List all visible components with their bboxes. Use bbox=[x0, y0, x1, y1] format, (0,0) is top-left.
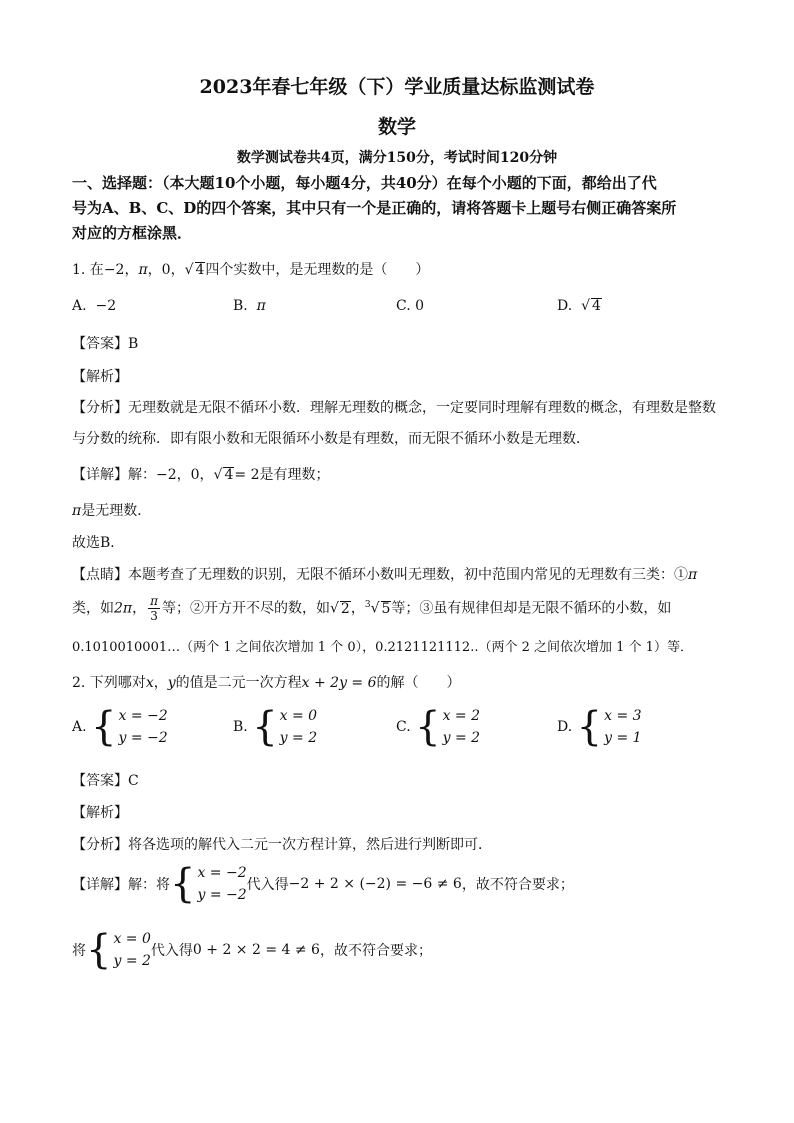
q1-comment-line1 bbox=[72, 564, 697, 584]
q1-option-c bbox=[396, 298, 424, 314]
detail-post: 是有理数； bbox=[259, 467, 330, 483]
q2-stem-pre: 2. 下列哪对 bbox=[72, 675, 146, 691]
system-row: x = 0 bbox=[113, 931, 151, 947]
q1-stem-post: 四个实数中，是无理数的是（ ） bbox=[205, 262, 430, 278]
option-label: C. bbox=[396, 298, 411, 314]
comment-sep: ， bbox=[350, 600, 365, 617]
detail-mid: 代入得 bbox=[150, 943, 193, 959]
system-brace bbox=[86, 928, 151, 972]
system-row: y = 2 bbox=[442, 730, 481, 746]
q1-sep: ， bbox=[170, 262, 185, 278]
detail-pre: 解：将 bbox=[128, 877, 170, 893]
cbrt-index: 3 bbox=[364, 599, 371, 610]
pi-over-3-fraction bbox=[148, 594, 160, 623]
q2-equation: x + 2y = 6 bbox=[301, 675, 377, 691]
q2-analysis bbox=[72, 834, 492, 854]
q2-option-c bbox=[396, 705, 480, 749]
q1-pi-line bbox=[72, 500, 151, 520]
q1-num4: 4 bbox=[195, 262, 205, 278]
system-row: y = 2 bbox=[113, 953, 151, 969]
brace-icon: { bbox=[91, 704, 117, 750]
q1-comment-line2 bbox=[72, 594, 671, 623]
system-row: x = 0 bbox=[279, 708, 318, 724]
option-value: 4 bbox=[592, 298, 601, 314]
option-label: A. bbox=[72, 719, 87, 735]
var-y: y bbox=[167, 675, 176, 691]
brace-icon: { bbox=[252, 704, 278, 750]
q1-choose: 故选B． bbox=[72, 535, 125, 551]
pi-symbol: π bbox=[688, 567, 698, 583]
option-value: −2 bbox=[95, 298, 117, 314]
q2-jiexi: 【解析】 bbox=[72, 805, 128, 821]
comment-text: 类，如 bbox=[72, 600, 114, 617]
option-label: B. bbox=[233, 719, 248, 735]
system-row: y = −2 bbox=[197, 887, 247, 903]
brace-icon: { bbox=[86, 927, 112, 973]
q1-analysis-line2: 与分数的统称．即有限小数和无限循环小数是有理数，而无限不循环小数是无理数． bbox=[72, 431, 590, 447]
answer-tag: 【答案】 bbox=[72, 336, 128, 352]
pi-line-text: 是无理数． bbox=[81, 503, 152, 519]
system-row: x = −2 bbox=[197, 865, 247, 881]
q2-stem-mid: 的值是二元一次方程 bbox=[175, 675, 302, 691]
answer-tag: 【答案】 bbox=[72, 773, 128, 789]
exam-info: 数学测试卷共4页，满分150分，考试时间120分钟 bbox=[236, 150, 558, 166]
detail-pre: 将 bbox=[72, 943, 86, 959]
detail-pre: 解： bbox=[128, 467, 156, 483]
q1-answer bbox=[72, 333, 138, 353]
detail-sqrt-value: 4 bbox=[224, 467, 234, 483]
q1-stem-pre: 1. 在 bbox=[72, 262, 104, 278]
detail-tag: 【详解】 bbox=[72, 877, 128, 893]
brace-icon: { bbox=[576, 704, 603, 750]
detail-post: ，故不符合要求； bbox=[319, 943, 432, 959]
detail-calc: 0 + 2 × 2 = 4 ≠ 6 bbox=[192, 942, 320, 958]
analysis-text: 将各选项的解代入二元一次方程计算，然后进行判断即可． bbox=[128, 837, 492, 853]
system-row: y = 1 bbox=[604, 730, 642, 746]
sqrt-icon: √ bbox=[330, 600, 339, 617]
sqrt-icon: √ bbox=[184, 262, 194, 278]
q2-answer bbox=[72, 770, 139, 790]
system-brace bbox=[577, 705, 642, 749]
option-label: D. bbox=[557, 298, 573, 314]
option-value: π bbox=[256, 298, 266, 314]
q1-num1: −2 bbox=[103, 262, 125, 278]
comment-text: 本题考查了无理数的识别，无限不循环小数叫无理数，初中范围内常见的无理数有三类：① bbox=[128, 567, 688, 583]
detail-post: ，故不符合要求； bbox=[461, 877, 574, 893]
q1-jiexi: 【解析】 bbox=[72, 369, 128, 385]
analysis-tag: 【分析】 bbox=[72, 837, 128, 853]
detail-mid: 代入得 bbox=[246, 877, 289, 893]
q2-option-d bbox=[557, 705, 642, 749]
pi-symbol: π bbox=[72, 503, 82, 519]
system-row: x = −2 bbox=[118, 708, 168, 724]
answer-value: B bbox=[128, 336, 139, 352]
section-instruction-line3: 对应的方框涂黑． bbox=[72, 224, 193, 242]
answer-value: C bbox=[128, 773, 139, 789]
q2-stem-post: 的解（ ） bbox=[376, 675, 461, 691]
option-label: B. bbox=[233, 298, 248, 314]
q2-option-a bbox=[72, 705, 168, 749]
var-x: x bbox=[145, 675, 154, 691]
system-brace bbox=[415, 705, 480, 749]
q2-option-b bbox=[233, 705, 317, 749]
system-brace bbox=[252, 705, 317, 749]
brace-icon: { bbox=[415, 704, 441, 750]
detail-values: −2，0， bbox=[156, 467, 214, 483]
q1-sep: ， bbox=[124, 262, 139, 278]
comment-tag: 【点睛】 bbox=[72, 567, 128, 583]
analysis-text: 无理数就是无限不循环小数．理解无理数的概念，一定要同时理解有理数的概念，有理数是整数 bbox=[128, 400, 716, 416]
section-instruction-line1: 一、选择题：（本大题10个小题，每小题4分，共40分）在每个小题的下面，都给出了代 bbox=[72, 174, 657, 192]
comment-sep: ， bbox=[132, 600, 147, 617]
comment-math: 2π bbox=[114, 600, 133, 617]
sqrt-value: 2 bbox=[340, 600, 350, 617]
comment-text: 等；③虽有规律但却是无限不循环的小数，如 bbox=[391, 600, 672, 617]
exam-title: 2023年春七年级（下）学业质量达标监测试卷 bbox=[199, 76, 595, 98]
cbrt-value: 5 bbox=[381, 600, 391, 617]
q2-detail-2 bbox=[72, 928, 432, 972]
cbrt-icon: √ bbox=[370, 600, 380, 617]
sqrt-icon: √ bbox=[213, 467, 223, 483]
q1-comment-line3: 0.1010010001…（两个 1 之间依次增加 1 个 0），0.2121121112..（两个 2 之间依次增加 1 个 1）等． bbox=[72, 640, 693, 655]
subject-title: 数学 bbox=[377, 116, 416, 138]
sqrt-icon: √ bbox=[581, 298, 591, 314]
system-row: y = −2 bbox=[118, 730, 168, 746]
system-brace bbox=[91, 705, 168, 749]
q1-num2: π bbox=[138, 262, 148, 278]
q1-analysis-line1 bbox=[72, 397, 716, 417]
q1-option-b bbox=[233, 298, 266, 314]
fraction-numerator: π bbox=[150, 594, 158, 608]
q1-stem bbox=[72, 259, 429, 279]
option-label: D. bbox=[557, 719, 573, 735]
q1-num3: 0 bbox=[161, 262, 171, 278]
system-brace bbox=[170, 862, 247, 906]
analysis-tag: 【分析】 bbox=[72, 400, 128, 416]
system-row: x = 3 bbox=[604, 708, 642, 724]
detail-eq: = 2 bbox=[234, 467, 260, 483]
detail-tag: 【详解】 bbox=[72, 467, 128, 483]
q2-stem: 2. 下列哪对x，y的值是二元一次方程x + 2y = 6的解（ ） bbox=[72, 675, 461, 691]
system-row: x = 2 bbox=[442, 708, 481, 724]
comment-text: 等；②开方开不尽的数，如 bbox=[162, 600, 330, 617]
option-label: C. bbox=[396, 719, 411, 735]
fraction-denominator: 3 bbox=[150, 609, 158, 623]
q1-sep: ， bbox=[147, 262, 162, 278]
system-row: y = 2 bbox=[279, 730, 318, 746]
q1-option-d bbox=[557, 298, 602, 314]
detail-calc: −2 + 2 × (−2) = −6 ≠ 6 bbox=[288, 876, 462, 892]
q1-detail bbox=[72, 464, 329, 484]
q2-detail-1 bbox=[72, 862, 574, 906]
option-value: 0 bbox=[415, 298, 425, 314]
q1-option-a bbox=[72, 298, 116, 314]
section-instruction-line2: 号为A、B、C、D的四个答案，其中只有一个是正确的，请将答题卡上题号右侧正确答案所 bbox=[72, 199, 677, 217]
brace-icon: { bbox=[170, 861, 196, 907]
option-label: A. bbox=[72, 298, 87, 314]
